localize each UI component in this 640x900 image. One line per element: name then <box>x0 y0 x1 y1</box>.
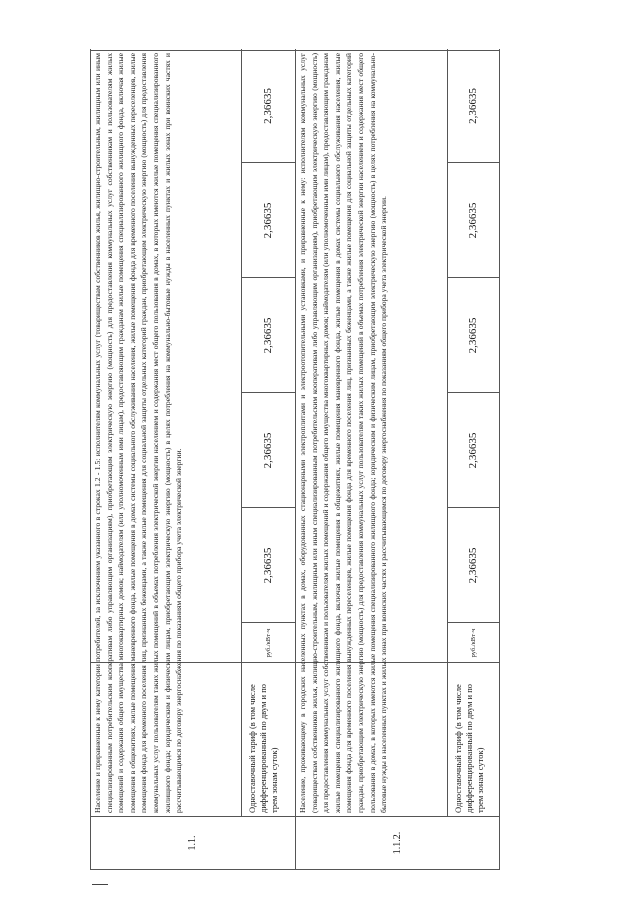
tariff-value: 2,36635 <box>262 202 274 239</box>
tariff-value: 2,36635 <box>467 317 479 354</box>
footer-rule <box>92 884 108 885</box>
tariff-value: 2,36635 <box>467 432 479 469</box>
row-number: 1.1. <box>187 835 198 851</box>
tariff-table <box>90 50 500 870</box>
tariff-value: 2,36635 <box>262 88 274 124</box>
unit-label: руб./кВт·ч <box>264 628 272 658</box>
row-number: 1.1.2. <box>391 831 403 855</box>
row-description: Население, проживающему в городских населенных пунктах в домах, оборудованных стационарными электроплитами и электроотопительными установками, и приравненные к нему: исполнителям коммунальных услуг (товариществам собственников жилья, жилищно-строительным, жилищным или иным специализированным потребительским кооперативам либо управляющим организациям), приобретающим электрическую энергию (мощность) для предоставления коммунальных услуг собственникам и пользователям жилых помещений и содержания общего имущества многоквартирных домов; наймодателям (или уполномоченным ими лицам), предоставляющим гражданам жилые помещения специализированного жилищного фонда, включая жилые помещения в общежитиях, жилые помещения маневренного фонда, жилые помещения в домах системы социального обслуживания населения, жилые помещения фонда для временного поселения вынужденных переселенцев, жилые помещения фонда для временного поселения лиц, признанных беженцами, а также жилые помещения для социальной защиты отдельных категорий граждан, приобретающим электрическую энергию (мощность) для предоставления коммунальных услуг пользователям таких жилых помещений в объемах потребления электрической энергии населением и содержания мест общего пользования в домах, в которых имеются жилые помещения специализированного жилищного фонда; юридическим и физическим лицам, приобретающим электрическую энергию (мощность) в целях потребления на коммунально-бытовые нужды в населенных пунктах и жилых зонах при воинских частях и рассчитывающимся по договору энергоснабжения по показаниям общего прибора учета электрической энергии. <box>298 53 389 813</box>
unit-label: руб./кВт·ч <box>469 628 477 658</box>
tariff-value: 2,36635 <box>467 547 479 584</box>
tariff-value: 2,36635 <box>262 317 274 354</box>
tariff-value: 2,36635 <box>467 202 479 239</box>
table-border-bottom <box>499 49 500 869</box>
rotated-table-page <box>90 50 500 870</box>
row-description: Население и приравненные к нему категории потребителей, за исключением указанного в строках 1.2 - 1.5: исполнителям коммунальных услуг (товариществам собственников жилья, жилищно-строительным, жилищным или иным специализированным потребительским кооперативам либо управляющим организациям), приобретающим электрическую энергию (мощность) для предоставления коммунальных услуг собственникам и пользователям жилых помещений и содержания общего имущества многоквартирных домов; наймодателям (или уполномоченным ими лицам), предоставляющим гражданам жилые помещения специализированного жилищного фонда, включая жилые помещения в общежитиях, жилые помещения маневренного фонда, жилые помещения в домах системы социального обслуживания населения, жилые помещения фонда для временного поселения вынужденных переселенцев, жилые помещения фонда для временного поселения лиц, признанных беженцами, а также жилые помещения для социальной защиты отдельных категорий граждан, приобретающим электрическую энергию (мощность) для предоставления коммунальных услуг пользователям таких жилых помещений в объемах потребления электрической энергии населением и содержания мест общего пользования в домах, в которых имеются жилые помещения специализированного жилищного фонда; юридическим и физическим лицам, приобретающим электрическую энергию (мощность) в целях потребления на коммунально-бытовые нужды в населенных пунктах и жилых зонах при воинских частях и рассчитывающимся по договору энергоснабжения по показаниям общего прибора учета электрической энергии. <box>93 53 184 813</box>
tariff-value: 2,36635 <box>262 547 274 584</box>
tariff-type-label: Одноставочный тариф (в том числе дифференцированный по двум и по трем зонам суток) <box>247 683 279 813</box>
tariff-value: 2,36635 <box>262 432 274 469</box>
tariff-value: 2,36635 <box>467 88 479 124</box>
tariff-type-label: Одноставочный тариф (в том числе дифференцированный по двум и по трем зонам суток) <box>453 683 485 813</box>
